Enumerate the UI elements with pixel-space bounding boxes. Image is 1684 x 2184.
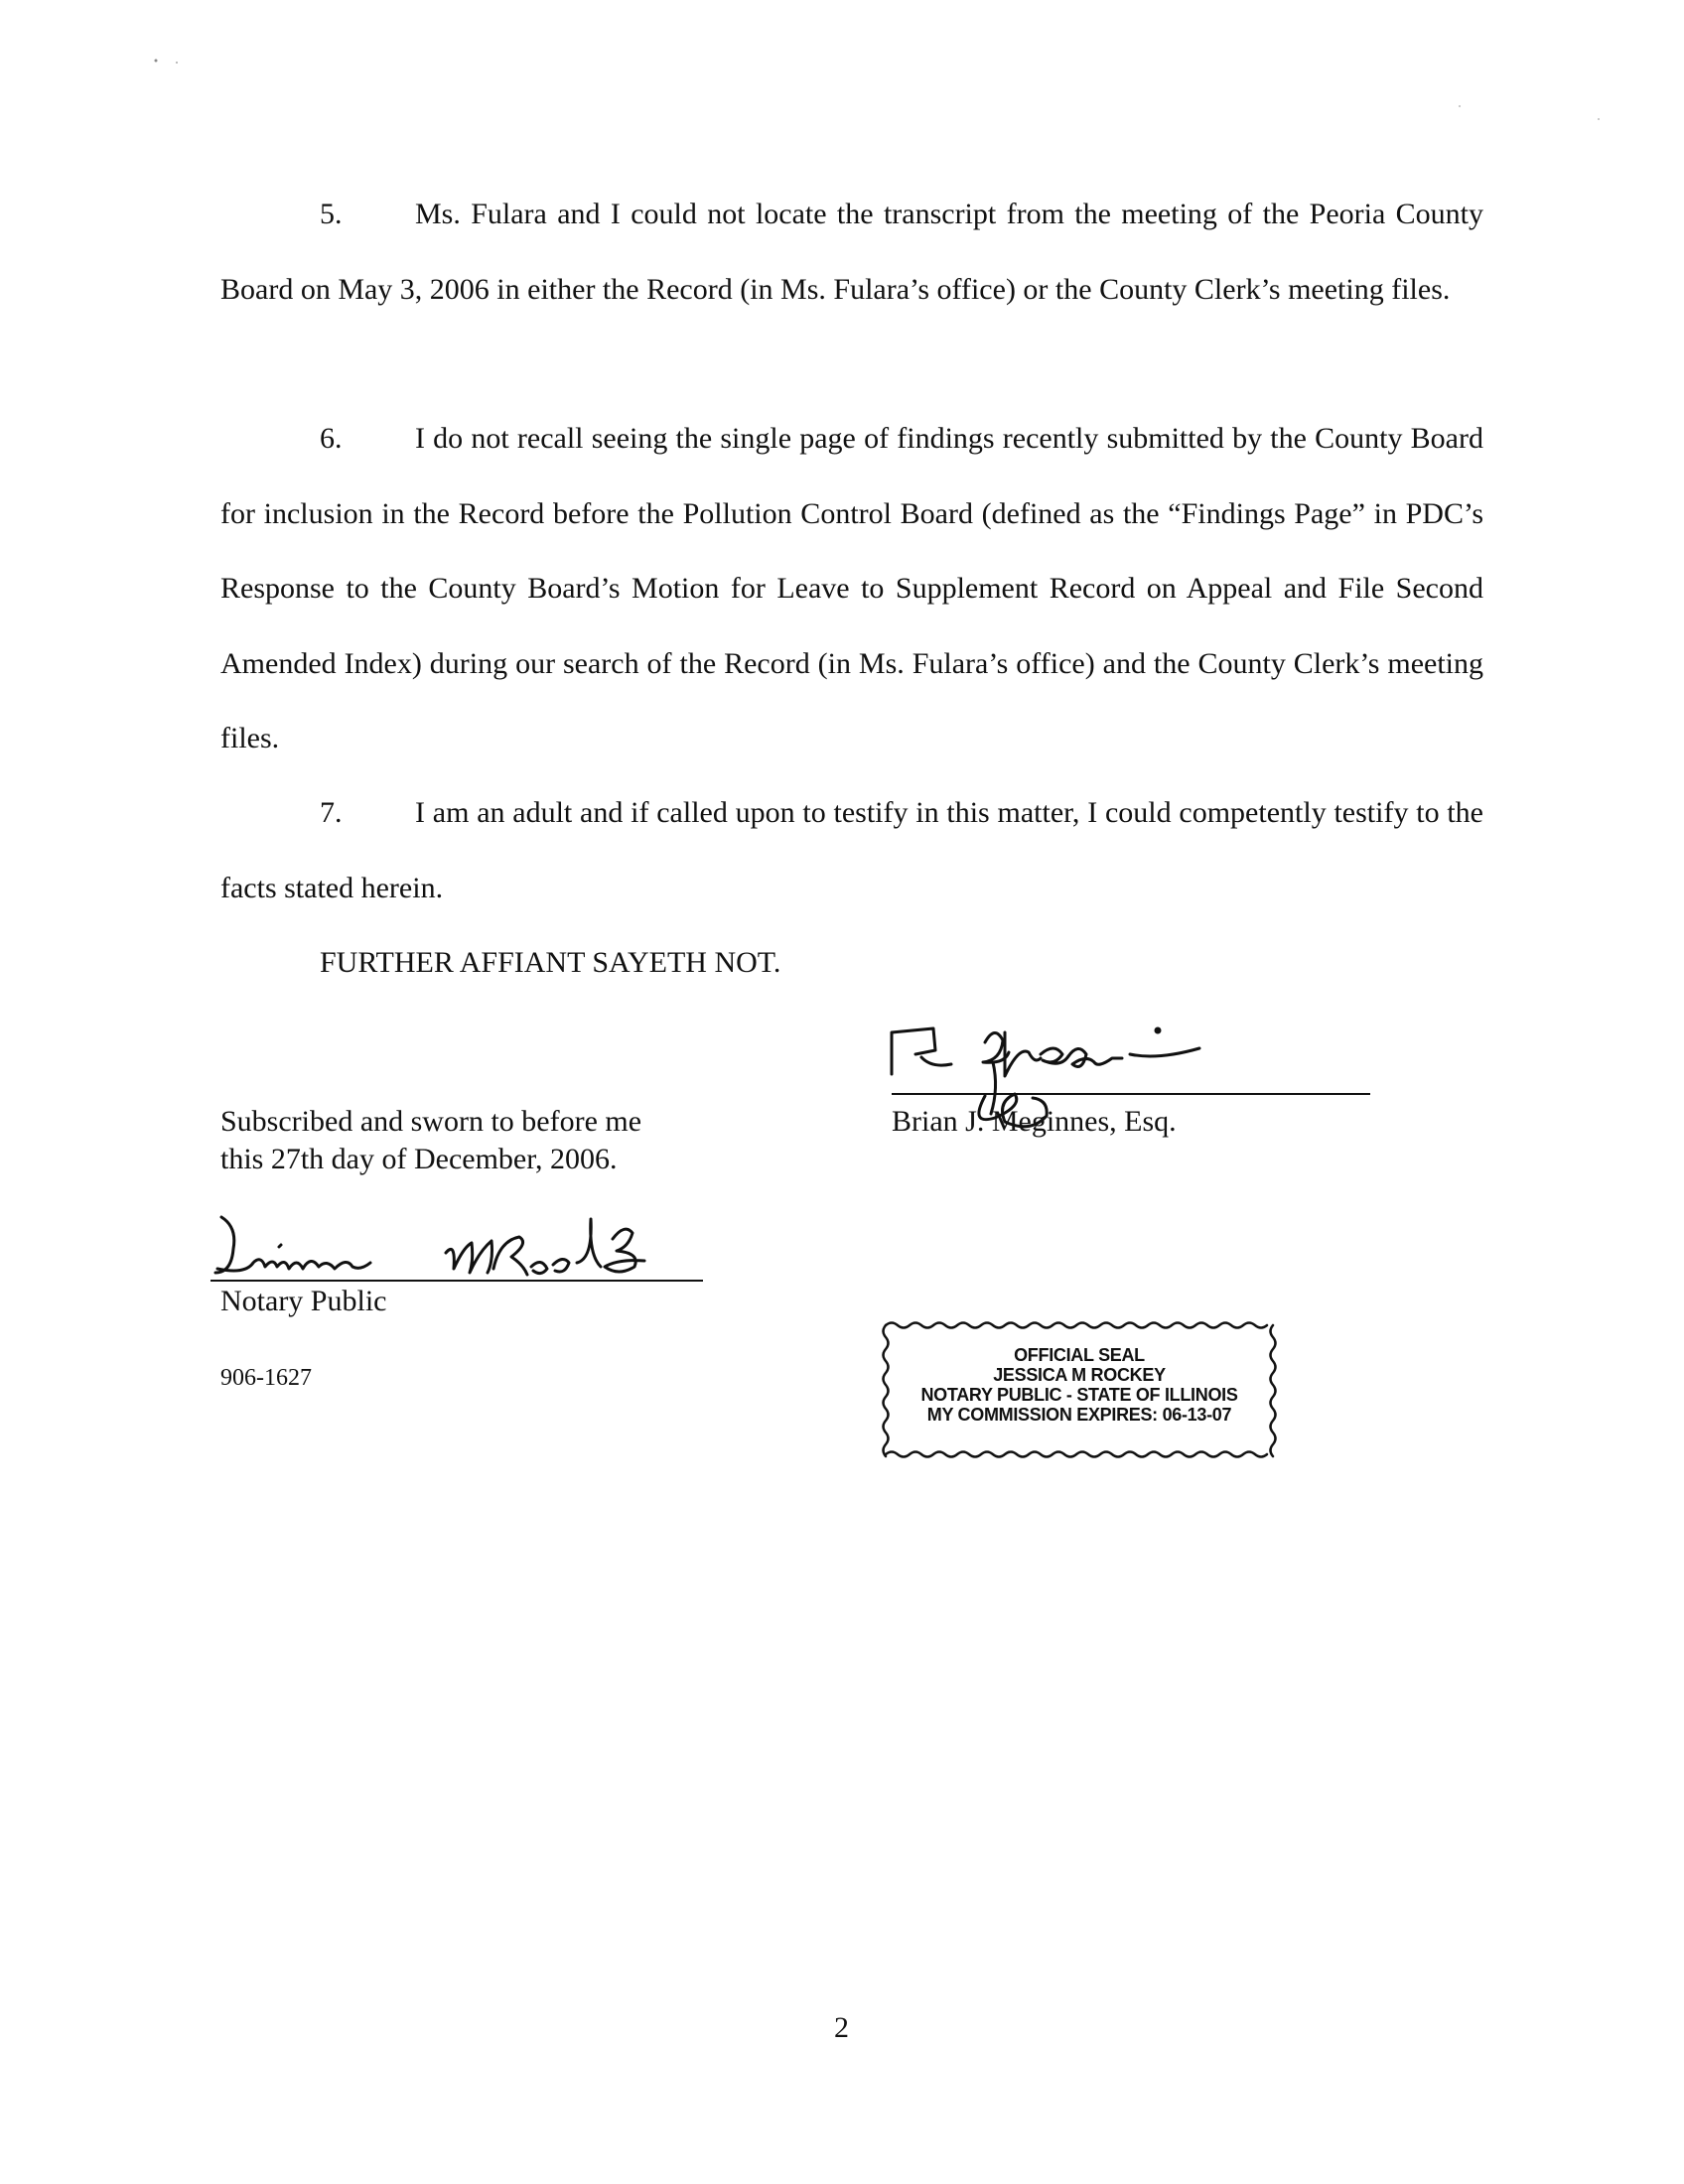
seal-text <box>876 1345 1283 1425</box>
affiant-name: Brian J. Meginnes, Esq. <box>892 1105 1177 1138</box>
seal-line-2: JESSICA M ROCKEY <box>993 1365 1166 1385</box>
scan-specks <box>0 0 1684 199</box>
paragraph-text: I am an adult and if called upon to testify in this matter, I could competently testify to the facts stated herein. <box>220 796 1483 904</box>
closing-statement: FURTHER AFFIANT SAYETH NOT. <box>320 946 781 979</box>
jurat-line-2: this 27th day of December, 2006. <box>220 1143 618 1175</box>
jurat-line-1: Subscribed and sworn to before me <box>220 1105 642 1138</box>
paragraph-text: Ms. Fulara and I could not locate the transcript from the meeting of the Peoria County Board on May 3, 2006 in either the Record (in Ms. Fulara’s office) or the County Clerk’s meeting files. <box>220 198 1483 306</box>
seal-line-3: NOTARY PUBLIC - STATE OF ILLINOIS <box>920 1385 1238 1405</box>
paragraph-number: 7. <box>320 796 343 829</box>
paragraph-number: 6. <box>320 422 343 455</box>
paragraph-7 <box>220 775 1483 925</box>
page-number: 2 <box>834 2011 849 2044</box>
paragraph-number: 5. <box>320 198 343 230</box>
paragraph-text: I do not recall seeing the single page of findings recently submitted by the County Board for inclusion in the Record before the Pollution Control Board (defined as the “Findings Page” in PDC’s Response to the County Board’s Motion for Leave to Supplement Record on Appeal and File Second Amended Index) during our search of the Record (in Ms. Fulara’s office) and the County Clerk’s meeting files. <box>220 422 1483 754</box>
paragraph-5 <box>220 177 1483 327</box>
paragraph-6 <box>220 401 1483 776</box>
notary-number: 906-1627 <box>220 1365 312 1391</box>
seal-line-4: MY COMMISSION EXPIRES: 06-13-07 <box>926 1405 1232 1425</box>
seal-line-1: OFFICIAL SEAL <box>1014 1345 1145 1365</box>
official-seal <box>876 1315 1283 1464</box>
notary-signature-line <box>210 1280 703 1282</box>
affiant-signature-line <box>892 1093 1370 1095</box>
notary-title: Notary Public <box>220 1285 387 1317</box>
